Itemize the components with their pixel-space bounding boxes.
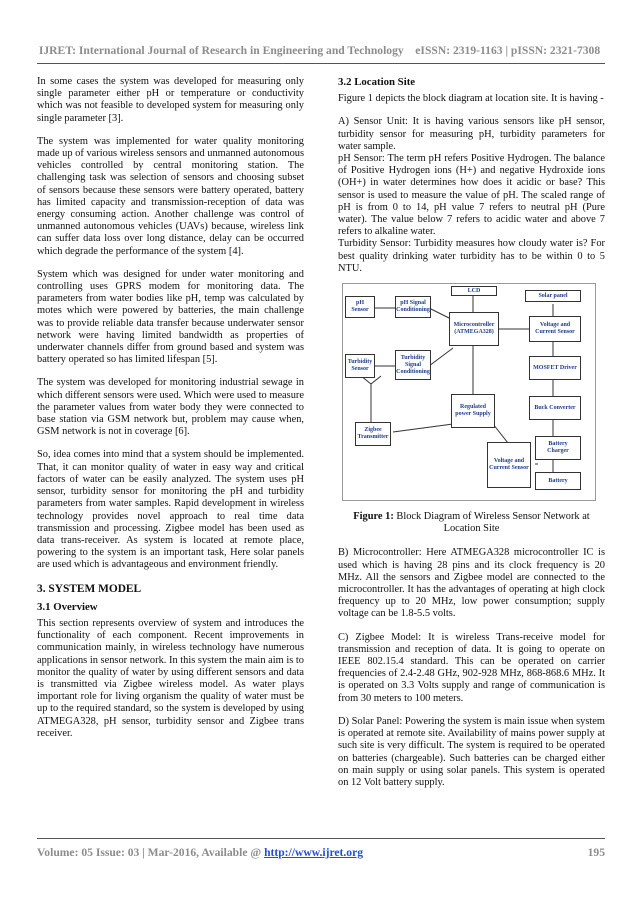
buck-converter-block: Buck Converter — [529, 396, 581, 420]
caption-text: Block Diagram of Wireless Sensor Network at Location Site — [396, 511, 590, 535]
subsection-heading: 3.2 Location Site — [338, 76, 416, 88]
turbidity-conditioning-block: Turbidity Signal Conditioning — [395, 350, 431, 380]
paragraph: Turbidity Sensor: Turbidity measures how cloudy water is? For best quality drinking water turbidity has to be within 0 to 5 NTU. — [338, 238, 605, 274]
caption-label: Figure 1: — [353, 511, 394, 523]
voltage-current-sensor-block: Voltage and Current Sensor — [529, 316, 581, 342]
section-heading: 3. SYSTEM MODEL — [37, 582, 142, 595]
paragraph: System which was designed for under water monitoring and controlling uses GPRS modem for monitoring data. The parameters from water bodies like pH, temp was calculated by motes which were powered by batteries, the main challenge was to provide reliable data transfer because underwater sensor network were having limited bandwidth as properties of underwater channels differ from ground based and system was battery operated so has limited lifespan [5]. — [37, 268, 304, 366]
lcd-block: LCD — [451, 286, 497, 296]
mosfet-driver-block: MOSFET Driver — [529, 356, 581, 380]
journal-link[interactable]: http://www.ijret.org — [264, 846, 364, 859]
paragraph: A) Sensor Unit: It is having various sensors like pH sensor, turbidity sensor for measuring pH, turbidity parameters for water sample. — [338, 116, 605, 152]
ph-conditioning-block: pH Signal Conditioning — [395, 296, 431, 318]
subsection-heading: 3.1 Overview — [37, 600, 98, 613]
zigbee-transmitter-block: Zigbee Transmitter — [355, 422, 391, 446]
paragraph: D) Solar Panel: Powering the system is main issue when system is operated at remote site. Availability of mains power supply at such site is very difficult. The system is required to be operated on batteries (chargeable). Such batteries can be charged either on main supply or using solar panels. This system is operated on 12 Volt battery supply. — [338, 715, 605, 788]
ph-sensor-block: pH Sensor — [345, 296, 375, 318]
figure-caption — [338, 511, 605, 535]
right-column — [338, 76, 605, 800]
paragraph: The system was implemented for water quality monitoring made up of various wireless sensors and unmanned autonomous vehicles controlled by central monitoring station. The challenging task was selection of sensors and choosing subset of sensors because these sensors were battery operated, battery has limited capacity and transmission-reception of data was energy consuming action. Another challenge was control of unmanned autonomous vehicles (UAVs) because, wireless link can suffer data loss over long distance, delay can be occurred which degrade the performance of the system [4]. — [37, 135, 304, 257]
left-column — [37, 76, 304, 751]
journal-header — [0, 44, 639, 57]
paragraph: This section represents overview of system and introduces the functionality of each component. Recent improvements in communication mainly, in wireless technology have numerous applications in sensor network. In this system the main aim is to monitor the quality of water by using different sensors and data is transmitted via Zigbee wireless model. As water plays important role for living organism the quality of water must be up to the required standard, so the system is developed by using ATMEGA328, pH sensor, turbidity sensor and Zigbee trans receiver. — [37, 617, 304, 739]
solar-panel-block: Solar panel — [525, 290, 581, 302]
journal-title: IJRET: International Journal of Research in Engineering and Technology — [38, 44, 404, 57]
block-diagram-figure — [342, 283, 596, 501]
paragraph: The system was developed for monitoring industrial sewage in which different sensors were used. Which were used to measure the parameter values from water body they were connected to base station via GSM network but, problem may cause when, GSM network is not in coverage [6]. — [37, 377, 304, 438]
paragraph: In some cases the system was developed for measuring only single parameter either pH or temperature or conductivity which was not feasible to developed system for measuring only single parameter [3]. — [37, 76, 304, 124]
header-rule — [37, 63, 605, 64]
microcontroller-block: Microcontroller (ATMEGA328) — [449, 312, 499, 346]
paragraph: pH Sensor: The term pH refers Positive Hydrogen. The balance of Positive Hydrogen ions (H+) and negative Hydroxide ions (OH+) in water determines how does it acidic or base? This sensor is used to measure the value of pH. The scaled range of pH is from 0 to 14, pH value 7 refers to neutral pH (Pure water). The value below 7 refers to acidic water and above 7 refers to alkaline water. — [338, 153, 605, 238]
battery-block: Battery — [535, 472, 581, 490]
page-number: 195 — [587, 846, 605, 859]
journal-issn: eISSN: 2319-1163 | pISSN: 2321-7308 — [415, 44, 601, 57]
battery-charger-block: Battery Charger — [535, 436, 581, 460]
paragraph: B) Microcontroller: Here ATMEGA328 microcontroller IC is used which is having 28 pins and its clock frequency is 20 MHz. All the sensors and Zigbee model are connected to the microcontroller. It has the advantages of operating at high clock frequency up to 20 MHz, low power consumption; supply voltage can be 1.8-5.5 volts. — [338, 547, 605, 620]
paragraph: C) Zigbee Model: It is wireless Trans-receive model for transmission and reception of data. It is going to operate on IEEE 802.15.4 standard. This can be operated on carrier frequencies of 2.4-2.48 GHz, 902-928 MHz, 868-868.6 MHz. It is operated on 3.3 Volts supply and range of communication is from 30 meters to 100 meters. — [338, 631, 605, 704]
paragraph: Figure 1 depicts the block diagram at location site. It is having - — [338, 93, 604, 105]
footer-rule — [37, 838, 605, 839]
vc-sensor-bottom-block: Voltage and Current Sensor — [487, 442, 531, 488]
paragraph: So, idea comes into mind that a system should be implemented. That, it can monitor quality of water in easy way and critical factors of water can be easily analyzed. The system uses pH sensor, turbidity sensor for monitoring the pH and turbidity parameters from water samples. Rapid development in wireless technology provides novel approach to real time data transmission and processing. Zigbee model has been used as data trans-receiver. As system is located at remote place, powering to the system is an important task, Here solar panels are used which is advantageous and environment friendly. — [37, 449, 304, 571]
regulated-supply-block: Regulated power Supply — [451, 394, 495, 428]
turbidity-sensor-block: Turbidity Sensor — [345, 354, 375, 378]
page-footer — [37, 846, 605, 859]
footer-volume: Volume: 05 Issue: 03 | Mar-2016, Available @ — [37, 846, 265, 859]
